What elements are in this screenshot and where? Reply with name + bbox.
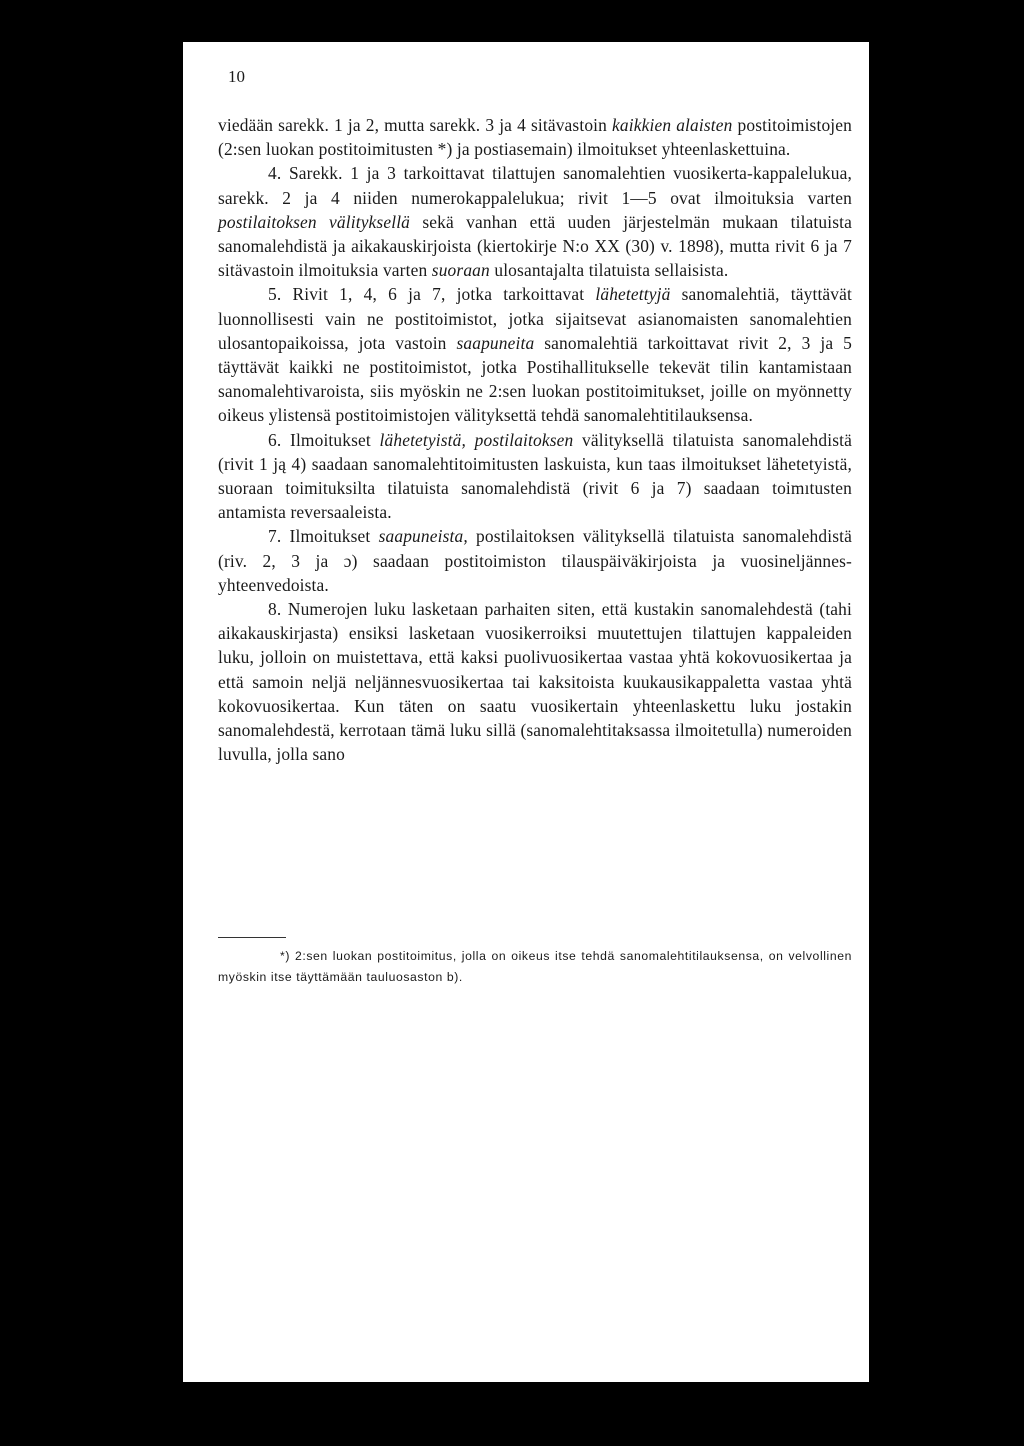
- emphasis-text: lähetettyjä: [595, 284, 671, 305]
- paragraph-text: ulosantajalta tilatuista sellaisista.: [489, 260, 729, 281]
- paragraph-6: [218, 428, 852, 525]
- emphasis-text: suoraan: [431, 260, 490, 281]
- paragraph-text: 4. Sarekk. 1 ja 3 tarkoittavat tilattujen sanomalehtien vuosikerta-kappalelukua, sarekk. 2 ja 4 niiden numerokappalelukua; rivit 1—5 ovat ilmoituksia varten: [218, 163, 852, 208]
- paragraph-text: 8. Numerojen luku lasketaan parhaiten siten, että kustakin sanomalehdestä (tahi aikakauskirjasta) ensiksi lasketaan vuosikerroiksi muutettujen tilattujen kappaleiden luku, jolloin on muistettava, että kaksi puolivuosikertaa vastaa yhtä kokovuosikertaa ja että samoin neljä neljännesvuosikertaa tai kaksitoista kuukausikappaletta vastaa yhtä kokovuosikertaa. Kun täten on saatu vuosikertain yhteenlaskettu luku jostakin sanomalehdestä, kerrotaan tämä luku sillä (sanomalehtitaksassa ilmoitetulla) numeroiden luvulla, jolla sano: [218, 599, 852, 765]
- paragraph-text: sanomalehtiä tarkoittavat rivit 2, 3 ja 5 täyttävät kaikki ne postitoimistot, jotka Postihallitukselle tekevät tilin kantamistaan sanomalehtivaroista, siis myöskin ne 2:sen luokan postitoimitukset, joille on myönnetty oikeus ylistensä postitoimistojen välityksettä tehdä sanomalehtitilauksensa.: [218, 332, 852, 426]
- footnote: [218, 946, 852, 987]
- paragraph-5: [218, 282, 852, 427]
- paragraph-text: postitoimistojen (2:sen luokan postitoimitusten *) ja postiasemain) ilmoitukset yhteenlaskettuina.: [218, 115, 852, 160]
- footnote-divider: [218, 937, 286, 938]
- paragraph-7: [218, 524, 852, 597]
- emphasis-text: saapuneita: [456, 332, 535, 353]
- paragraph-4: [218, 161, 852, 282]
- paragraph-text: postilaitoksen välityksellä tilatuista sanomalehdistä (riv. 2, 3 ja ɔ) saadaan postitoimiston tilauspäiväkirjoista ja vuosineljännes-yhteenvedoista.: [218, 526, 852, 595]
- body-text: [218, 113, 852, 766]
- paragraph-text: 7. Ilmoitukset: [268, 526, 379, 547]
- paragraph-text: välityksellä tilatuista sanomalehdistä (rivit 1 ją 4) saadaan sanomalehtitoimitusten laskuista, kun taas ilmoitukset lähetetyistä, suoraan toimituksilta tilatuista sanomalehdistä (rivit 6 ja 7) saadaan toimıtusten antamista reversaaleista.: [218, 429, 852, 523]
- paragraph-8: [218, 597, 852, 766]
- paragraph-text: viedään sarekk. 1 ja 2, mutta sarekk. 3 ja 4 sitävastoin: [218, 115, 613, 135]
- emphasis-text: postilaitoksen välityksellä: [218, 211, 411, 232]
- paragraph-text: sekä vanhan että uuden järjestelmän mukaan tilatuista sanomalehdistä ja aikakauskirjoista (kiertokirje N:o XX (30) v. 1898), mutta rivit 6 ja 7 sitävastoin ilmoituksia varten: [218, 211, 852, 281]
- emphasis-text: saapuneista,: [378, 526, 468, 547]
- emphasis-text: lähetetyistä, postilaitoksen: [379, 429, 574, 450]
- page-number: 10: [228, 67, 245, 86]
- emphasis-text: kaikkien alaisten: [612, 115, 733, 135]
- paragraph-text: 5. Rivit 1, 4, 6 ja 7, jotka tarkoittavat: [268, 284, 596, 305]
- footnote-text: *) 2:sen luokan postitoimitus, jolla on oikeus itse tehdä sanomalehtitilauksensa, on velvollinen myöskin itse täyttämään tauluosaston b).: [218, 949, 852, 984]
- paragraph-text: sanomalehtiä, täyttävät luonnollisesti vain ne postitoimistot, jotka sijaitsevat asianomaisten sanomalehtien ulosantopaikoissa, jota vastoin: [218, 284, 852, 353]
- paragraph-text: 6. Ilmoitukset: [268, 429, 380, 450]
- paragraph-3-continuation: [218, 113, 852, 161]
